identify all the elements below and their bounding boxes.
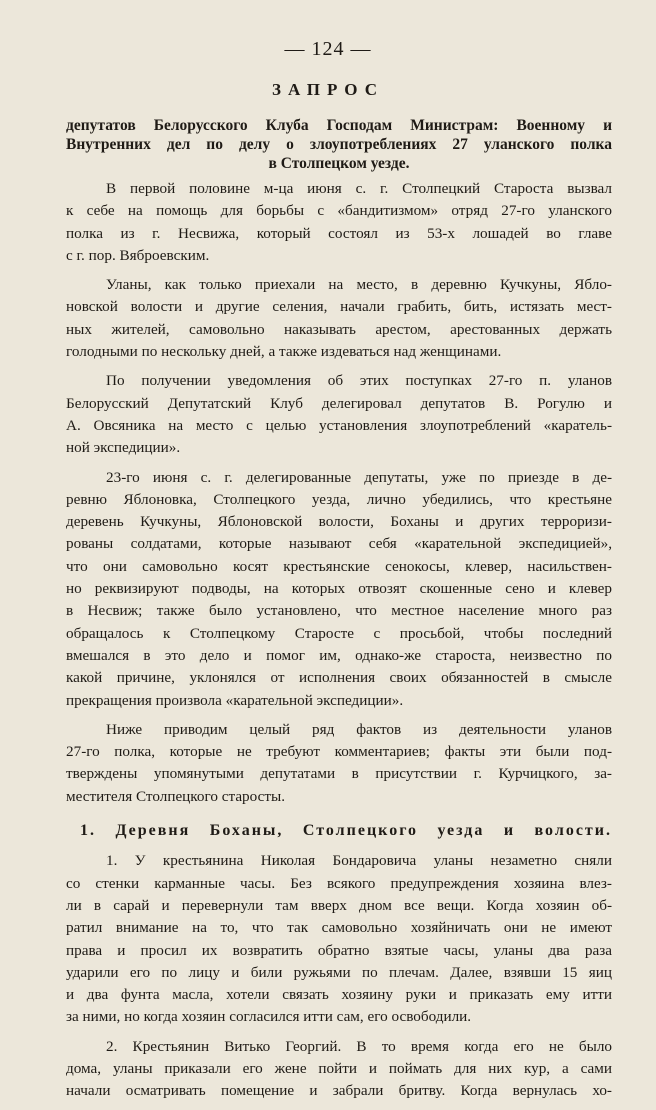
text-line: тверждены упомянутыми депутатами в присутствии г. Курчицкого, за- <box>66 765 612 783</box>
text-line: начали осматривать помещение и забрали бритву. Когда вернулась хо- <box>66 1082 612 1100</box>
page-number: — 124 — <box>284 38 372 60</box>
document-subtitle <box>66 116 612 173</box>
text-line: прекращения произвола «карательной экспедиции». <box>66 691 404 709</box>
text-line: деревень Кучкуны, Яблоновской волости, Боханы и других терроризи- <box>66 513 612 531</box>
text-line: ных жителей, самовольно наказывать арестом, арестованных держать <box>66 320 612 338</box>
text-line: 23-го июня с. г. делегированные депутаты, уже по приезде в де- <box>106 468 612 486</box>
text-line: какой причине, уклонялся от исполнения своих обязанностей в смысле <box>66 669 612 687</box>
text-line: дома, уланы приказали его жене пойти и поймать для них кур, а сами <box>66 1059 612 1077</box>
text-line: А. Овсяника на место с целью установления злоупотреблений «каратель- <box>66 416 612 434</box>
text-line: но реквизируют подводы, на которых отвозят скошенные сено и клевер <box>66 580 612 598</box>
subtitle-line: Внутренних дел по делу о злоупотреблениях 27 уланского полка <box>66 136 612 153</box>
subtitle-line: в Столпецком уезде. <box>268 155 410 172</box>
text-line: ударили его по лицу и били ружьями по плечам. Далее, взявши 15 яиц <box>66 963 612 981</box>
text-line: рованы солдатами, которые называют себя «карательной экспедицией», <box>66 535 612 553</box>
text-line: новской волости и другие селения, начали грабить, бить, истязать мест- <box>66 298 612 316</box>
text-line: ной экспедиции». <box>66 439 181 457</box>
paragraph <box>66 274 612 363</box>
paragraph <box>66 370 612 459</box>
text-line: что они самовольно косят крестьянские сенокосы, клевер, насильствен- <box>66 557 612 575</box>
text-line: 27-го полка, которые не требуют комментариев; факты эти были под- <box>66 743 612 761</box>
text-line: за ними, но когда хозяин согласился итти сам, его освободили. <box>66 1008 472 1026</box>
text-line: ратил внимание на то, что так самовольно хозяйничать они не имеют <box>66 919 612 937</box>
text-line: вмешался в это дело и помог им, однако-же староста, неизвестно по <box>66 646 612 664</box>
text-line: в Несвиж; также было установлено, что местное население много раз <box>66 602 612 620</box>
text-line: ли в сарай и перевернули там вверх дном все вещи. Когда хозяин об- <box>66 896 612 914</box>
text-line: местителя Столпецкого старосты. <box>66 787 286 805</box>
numbered-item <box>66 1036 612 1103</box>
document-body <box>66 178 612 1110</box>
paragraph <box>66 178 612 267</box>
text-line: права и просил их возвратить обратно взятые часы, уланы два раза <box>66 941 612 959</box>
section-heading: 1. Деревня Боханы, Столпецкого уезда и волости. <box>80 822 612 840</box>
numbered-item <box>66 850 612 1028</box>
text-line: 2. Крестьянин Витько Георгий. В то время когда его не было <box>106 1037 612 1055</box>
document-title: ЗАПРОС <box>271 80 385 99</box>
text-line: Ниже приводим целый ряд фактов из деятельности уланов <box>106 720 612 738</box>
text-line: и два фунта масла, хотели связать хозяину руки и приказать ему итти <box>66 986 612 1004</box>
paragraph <box>66 467 612 712</box>
text-line: голодными по нескольку дней, а также издеваться над женщинами. <box>66 343 502 361</box>
text-line: обращалось к Столпецкому Старосте с просьбой, чтобы последний <box>66 624 612 642</box>
text-line: к себе на помощь для борьбы с «бандитизмом» отряд 27-го уланского <box>66 202 612 220</box>
text-line: По получении уведомления об этих поступках 27-го п. уланов <box>106 372 612 390</box>
text-line: 1. У крестьянина Николая Бондаровича уланы незаметно сняли <box>106 852 612 870</box>
paragraph <box>66 719 612 808</box>
text-line: В первой половине м-ца июня с. г. Столпецкий Староста вызвал <box>106 180 612 197</box>
text-line: Уланы, как только приехали на место, в деревню Кучкуны, Ябло- <box>106 276 612 294</box>
text-line: Белорусский Депутатский Клуб делегировал депутатов В. Рогулю и <box>66 394 612 412</box>
subtitle-line: депутатов Белорусского Клуба Господам Министрам: Военному и <box>66 117 612 134</box>
text-line: ревню Яблоновка, Столпецкого уезда, лично убедились, что крестьяне <box>66 490 612 508</box>
text-line: со стенки карманные часы. Без всякого предупреждения хозяина влез- <box>66 874 612 892</box>
text-line: с г. пор. Вяброевским. <box>66 246 210 264</box>
text-line: полка из г. Несвижа, который состоял из 53-х лошадей во главе <box>66 224 612 242</box>
